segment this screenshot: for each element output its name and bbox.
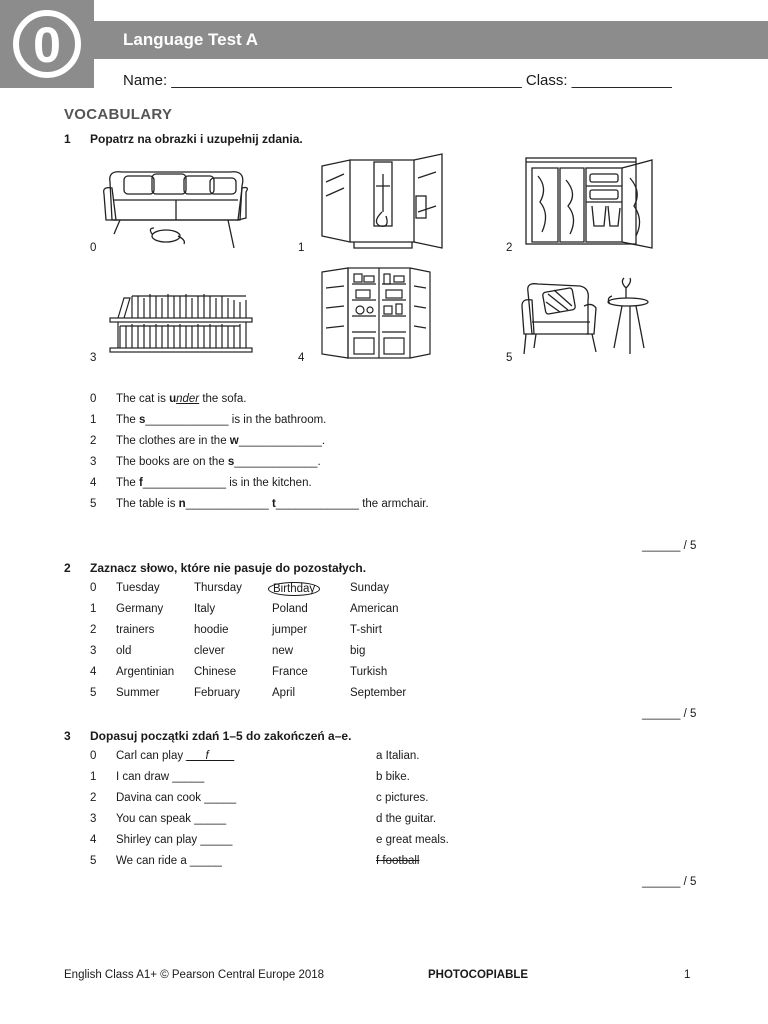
row-number: 0 xyxy=(90,582,97,594)
matching-row xyxy=(90,750,590,766)
sentence-number: 0 xyxy=(90,393,97,405)
sentence-row[interactable] xyxy=(90,456,321,468)
footer-copyright: English Class A1+ © Pearson Central Europe 2018 xyxy=(64,969,325,981)
first-letter: t xyxy=(272,498,276,510)
sentence-text: The clothes are in the xyxy=(116,435,230,447)
word-option[interactable]: Chinese xyxy=(194,666,237,678)
row-number: 4 xyxy=(90,834,97,846)
answer-blank[interactable]: _____________. xyxy=(238,435,326,447)
row-number: 4 xyxy=(90,666,97,678)
sentence-beginning[interactable]: Davina can cook _____ xyxy=(116,792,237,804)
sentence-row[interactable] xyxy=(90,414,326,426)
first-letter: s xyxy=(139,414,146,426)
first-letter: w xyxy=(229,435,239,447)
exercise-instruction: Zaznacz słowo, które nie pasuje do pozostałych. xyxy=(90,561,367,575)
sentence-beginning[interactable]: I can draw _____ xyxy=(116,771,205,783)
answer-blank[interactable]: _____________. xyxy=(234,456,321,468)
page-number: 1 xyxy=(684,969,691,981)
exercise-2-heading xyxy=(64,561,366,575)
bookshelf-icon xyxy=(104,286,260,362)
word-option[interactable]: Italy xyxy=(194,603,216,615)
answer-blank[interactable]: _____________ is in the bathroom. xyxy=(145,414,327,426)
sentence-text: The books are on the xyxy=(116,456,228,468)
title-bar xyxy=(94,21,768,59)
sentence-row[interactable] xyxy=(90,498,429,510)
exercise-number: 2 xyxy=(64,561,71,575)
word-option[interactable]: trainers xyxy=(116,624,155,636)
word-option[interactable]: T-shirt xyxy=(350,624,382,636)
sentence-row[interactable] xyxy=(90,435,325,447)
row-number: 5 xyxy=(90,687,97,699)
armchair-icon xyxy=(518,276,654,364)
fridge-icon xyxy=(318,264,438,362)
first-letter: f xyxy=(139,477,143,489)
odd-one-out-row xyxy=(90,687,510,703)
sofa-icon xyxy=(100,160,252,252)
first-letter: n xyxy=(178,498,186,510)
exercise-3-heading xyxy=(64,729,351,743)
word-option[interactable]: new xyxy=(272,645,294,657)
unit-badge xyxy=(0,0,94,88)
sentence-number: 4 xyxy=(90,477,97,489)
example-answer: ___f____ xyxy=(186,750,235,762)
exercise-number: 3 xyxy=(64,729,71,743)
shower-icon xyxy=(318,152,452,252)
word-option[interactable]: February xyxy=(194,687,241,699)
word-option[interactable]: American xyxy=(350,603,399,615)
score-box[interactable]: ______ / 5 xyxy=(642,708,697,720)
wardrobe-icon xyxy=(522,154,664,250)
matching-row xyxy=(90,813,590,829)
matching-row xyxy=(90,792,590,808)
name-class-line[interactable]: Name: __________________________________________ Class: ____________ xyxy=(123,72,672,89)
word-option[interactable]: big xyxy=(350,645,366,657)
word-option[interactable]: Tuesday xyxy=(116,582,160,594)
example-answer: nder xyxy=(176,393,200,405)
row-number: 2 xyxy=(90,792,97,804)
sentence-row[interactable] xyxy=(90,477,312,489)
odd-one-out-row xyxy=(90,666,510,682)
row-number: 1 xyxy=(90,771,97,783)
first-letter: u xyxy=(169,393,177,405)
sentence-number: 5 xyxy=(90,498,97,510)
svg-text:0: 0 xyxy=(33,17,61,73)
word-option[interactable]: clever xyxy=(194,645,225,657)
unit-number-logo xyxy=(10,6,84,82)
picture-number: 3 xyxy=(90,352,97,364)
row-number: 3 xyxy=(90,645,97,657)
matching-row xyxy=(90,834,590,850)
sentence-row xyxy=(90,393,246,405)
row-number: 3 xyxy=(90,813,97,825)
answer-blank[interactable]: _____________ the armchair. xyxy=(275,498,429,510)
sentence-beginning[interactable]: You can speak _____ xyxy=(116,813,227,825)
sentence-ending-used: f football xyxy=(376,855,420,867)
sentence-ending: a Italian. xyxy=(376,750,420,762)
word-option[interactable]: hoodie xyxy=(194,624,229,636)
word-option[interactable]: jumper xyxy=(272,624,308,636)
row-number: 0 xyxy=(90,750,97,762)
sentence-ending: b bike. xyxy=(376,771,410,783)
picture-number: 2 xyxy=(506,242,513,254)
word-option[interactable]: Summer xyxy=(116,687,160,699)
sentence-text: The table is xyxy=(116,498,179,510)
matching-row xyxy=(90,855,590,871)
exercise-instruction: Popatrz na obrazki i uzupełnij zdania. xyxy=(90,132,303,146)
word-option[interactable]: September xyxy=(350,687,407,699)
picture-number: 1 xyxy=(298,242,305,254)
sentence-text: The cat is xyxy=(116,393,170,405)
sentence-text: The xyxy=(116,477,140,489)
sentence-beginning xyxy=(116,750,234,762)
sentence-ending: d the guitar. xyxy=(376,813,437,825)
word-option[interactable]: old xyxy=(116,645,132,657)
sentence-number: 3 xyxy=(90,456,97,468)
page-title: Language Test A xyxy=(123,30,259,49)
sentence-text: the sofa. xyxy=(199,393,247,405)
word-option-circled[interactable]: Birthday xyxy=(268,582,320,596)
answer-blank[interactable]: _____________ xyxy=(185,498,273,510)
footer-photocopiable: PHOTOCOPIABLE xyxy=(428,969,529,981)
first-letter: s xyxy=(227,456,235,468)
row-number: 1 xyxy=(90,603,97,615)
word-option[interactable]: France xyxy=(272,666,308,678)
sentence-beginning[interactable]: We can ride a _____ xyxy=(116,855,222,867)
sentence-ending: c pictures. xyxy=(376,792,429,804)
word-option[interactable]: Germany xyxy=(116,603,164,615)
picture-number: 5 xyxy=(506,352,513,364)
exercise-1-heading xyxy=(64,132,303,146)
word-option[interactable]: April xyxy=(272,687,296,699)
picture-number: 4 xyxy=(298,352,305,364)
odd-one-out-row xyxy=(90,582,510,598)
sentence-text: The xyxy=(116,414,140,426)
word-option[interactable]: Turkish xyxy=(350,666,388,678)
sentence-number: 1 xyxy=(90,414,97,426)
word-option[interactable]: Sunday xyxy=(350,582,390,594)
sentence-text: Carl can play xyxy=(116,750,187,762)
word-option[interactable]: Thursday xyxy=(194,582,242,594)
exercise-instruction: Dopasuj początki zdań 1–5 do zakończeń a–e. xyxy=(90,729,352,743)
sentence-beginning[interactable]: Shirley can play _____ xyxy=(116,834,233,846)
score-box[interactable]: ______ / 5 xyxy=(642,876,697,888)
word-option[interactable]: Poland xyxy=(272,603,308,615)
exercise-number: 1 xyxy=(64,132,71,146)
score-box[interactable]: ______ / 5 xyxy=(642,540,697,552)
word-option[interactable]: Argentinian xyxy=(116,666,175,678)
answer-blank[interactable]: _____________ is in the kitchen. xyxy=(142,477,312,489)
odd-one-out-row xyxy=(90,645,510,661)
matching-row xyxy=(90,771,590,787)
section-title: VOCABULARY xyxy=(64,106,173,123)
row-number: 2 xyxy=(90,624,97,636)
row-number: 5 xyxy=(90,855,97,867)
sentence-number: 2 xyxy=(90,435,97,447)
odd-one-out-row xyxy=(90,624,510,640)
odd-one-out-row xyxy=(90,603,510,619)
sentence-ending: e great meals. xyxy=(376,834,449,846)
picture-number: 0 xyxy=(90,242,97,254)
